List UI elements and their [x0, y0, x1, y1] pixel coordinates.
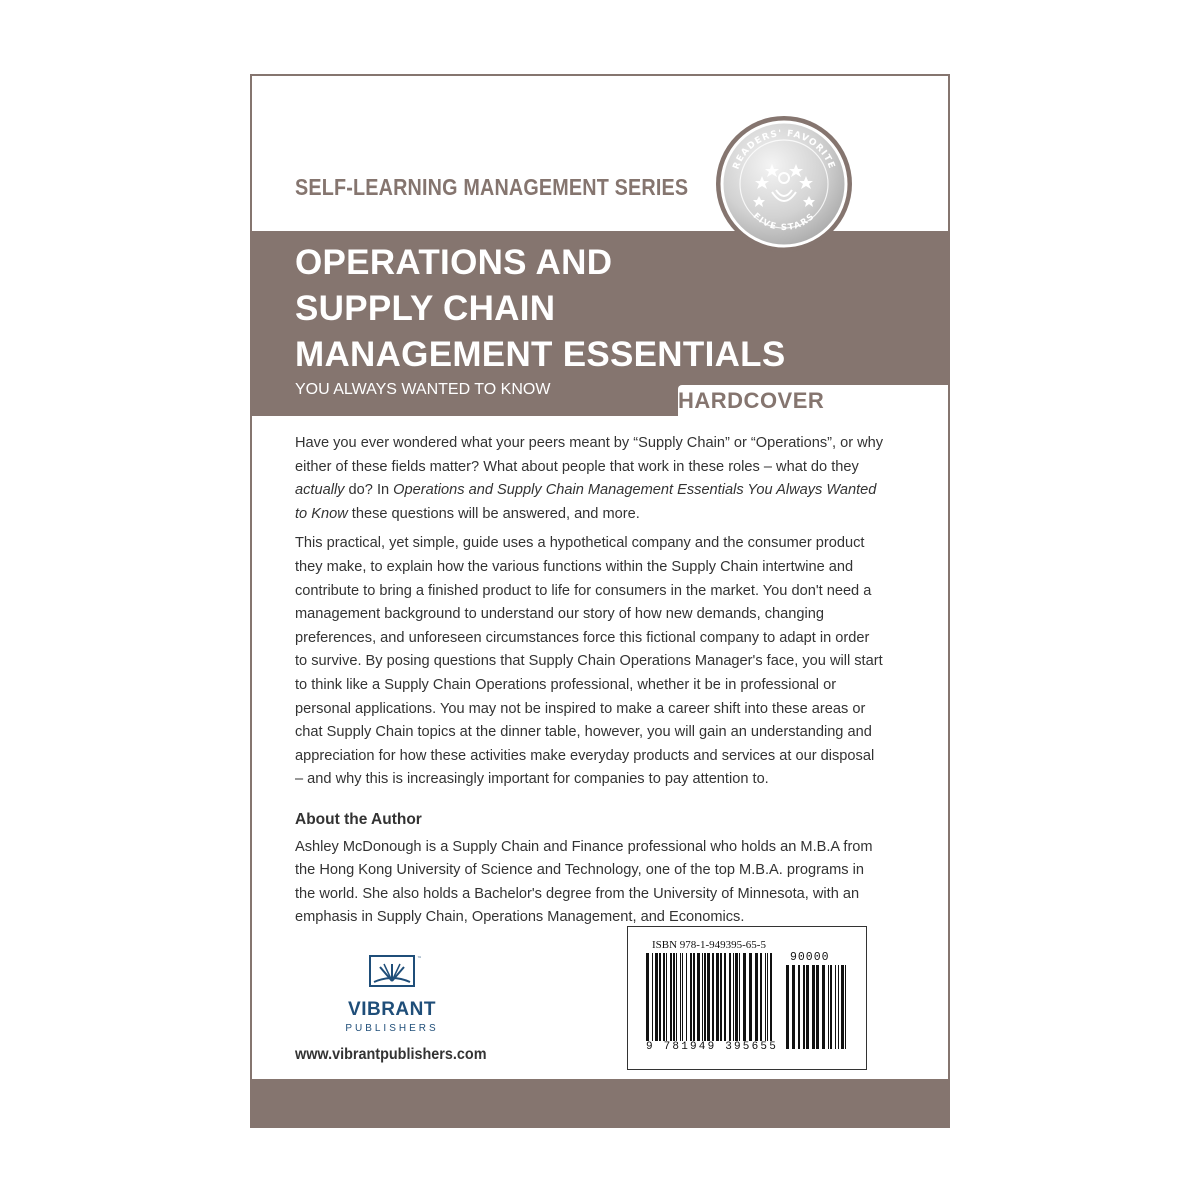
- format-label: HARDCOVER: [678, 388, 825, 413]
- publisher-website: www.vibrantpublishers.com: [295, 1046, 487, 1063]
- book-title-line-3: MANAGEMENT ESSENTIALS: [295, 335, 786, 374]
- book-title-line-2: SUPPLY CHAIN: [295, 289, 556, 328]
- book-back-cover: [250, 74, 950, 1128]
- book-subtitle: YOU ALWAYS WANTED TO KNOW: [295, 381, 551, 398]
- barcode-bars-icon: [646, 953, 774, 1041]
- readers-favorite-seal-icon: [714, 114, 854, 254]
- isbn-text: ISBN 978-1-949395-65-5: [652, 939, 766, 951]
- barcode-addon-bars-icon: [786, 965, 846, 1049]
- publisher-name: VIBRANT: [348, 999, 436, 1020]
- title-band: [252, 231, 948, 416]
- bottom-band: [252, 1079, 948, 1126]
- format-tab: [678, 385, 948, 416]
- price-code: 90000: [790, 951, 830, 964]
- isbn-barcode: [627, 926, 867, 1070]
- description-paragraph-2: This practical, yet simple, guide uses a hypothetical company and the consumer product they make, to explain how the various functions within the Supply Chain intertwine and contribute to bring a finished product to life for consumers in the market. You don't need a management background to understand our story of how new demands, changing preferences, and unforeseen circumstances force this fictional company to adapt in order to survive. By posing questions that Supply Chain Operations Manager's face, you will start to think like a Supply Chain Operations professional, whether it be in professional or personal applications. You may not be inspired to make a career shift into these areas or chat Supply Chain topics at the dinner table, however, you will gain an understanding and appreciation for how these activities make everyday products and services at our disposal – and why this is increasingly important for companies to pay attention to.: [295, 535, 883, 788]
- author-bio: Ashley McDonough is a Supply Chain and Finance professional who holds an M.B.A from the Hong Kong University of Science and Technology, one of the top M.B.A. programs in the world. She also holds a Bachelor's degree from the University of Minnesota, with an emphasis in Supply Chain, Operations Management, and Economics.: [295, 838, 873, 926]
- description-block: [295, 432, 885, 936]
- description-paragraph-1: Have you ever wondered what your peers meant by “Supply Chain” or “Operations”, or why either of these fields matter? What about people that work in these roles – what do they actually do? In Operations and Supply Chain Management Essentials You Always Wanted to Know these questions will be answered, and more.: [295, 435, 884, 522]
- open-book-icon: [332, 954, 452, 999]
- seal-top-text: READERS' FAVORITE: [731, 128, 837, 171]
- about-author-heading: About the Author: [295, 810, 422, 828]
- seal-bottom-text: FIVE STARS: [750, 211, 818, 234]
- publisher-logo: [332, 954, 452, 1044]
- publisher-subtitle: PUBLISHERS: [345, 1023, 439, 1034]
- barcode-number: 9 781949 395655: [646, 1041, 779, 1053]
- svg-text:™: ™: [417, 956, 422, 962]
- series-title: SELF-LEARNING MANAGEMENT SERIES: [295, 174, 689, 200]
- book-title-line-1: OPERATIONS AND: [295, 243, 613, 282]
